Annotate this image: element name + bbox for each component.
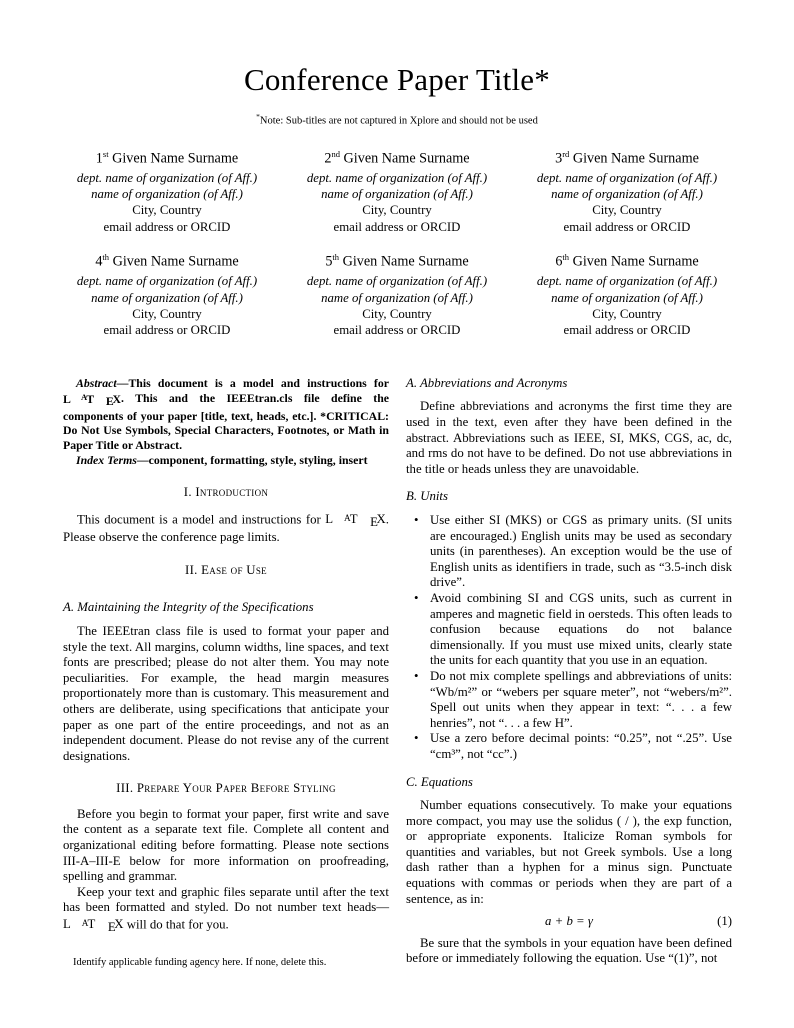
- bullet-icon: •: [414, 513, 419, 527]
- author-city: City, Country: [362, 306, 432, 321]
- author-dept: dept. name of organization (of Aff.): [536, 274, 718, 289]
- list-item: [406, 591, 732, 669]
- author-block-5: [289, 252, 505, 338]
- author-dept: dept. name of organization (of Aff.): [306, 171, 488, 186]
- author-block-6: [519, 252, 735, 338]
- subsection-heading-abbreviations: A. Abbreviations and Acronyms: [406, 375, 568, 390]
- author-city: City, Country: [132, 203, 202, 218]
- bullet-icon: •: [414, 668, 419, 683]
- list-item: [406, 731, 732, 762]
- author-city: City, Country: [132, 306, 202, 321]
- author-email: email address or ORCID: [563, 322, 691, 337]
- subsection-heading-integrity: A. Maintaining the Integrity of the Specifications: [63, 600, 314, 615]
- latex-logo: L AT EX: [325, 511, 386, 529]
- author-dept: dept. name of organization (of Aff.): [76, 274, 258, 289]
- list-item: [406, 669, 732, 731]
- author-block-4: [59, 252, 275, 338]
- author-block-2: [289, 149, 505, 235]
- authors-grid: [59, 149, 735, 338]
- paragraph-equations-1: Number equations consecutively. To make your equations more compact, you may use the solidus ( / ), the exp function, or appropriate exponents. Italicize Roman symbols for quantities and variables, but not Greek symbols. Use a long dash rather than a hyphen for a minus sign. Punctuate equations with commas or periods when they are part of a sentence, as in:: [406, 798, 732, 906]
- author-name: 6th Given Name Surname: [555, 251, 699, 270]
- author-dept: dept. name of organization (of Aff.): [76, 171, 258, 186]
- author-city: City, Country: [592, 203, 662, 218]
- latex-logo: L AT EX: [63, 917, 124, 935]
- units-list: [406, 513, 732, 763]
- index-terms-label: Index Terms: [76, 453, 137, 468]
- author-org: name of organization (of Aff.): [321, 290, 473, 305]
- right-column: [406, 376, 732, 969]
- equation-1: [406, 914, 732, 930]
- author-name: 1st Given Name Surname: [95, 148, 239, 167]
- paper-title: Conference Paper Title*: [244, 62, 550, 97]
- latex-logo: L AT EX: [63, 391, 121, 409]
- paragraph-introduction: This document is a model and instructions for L AT EX. Please observe the conference page limits.: [63, 511, 389, 545]
- list-item-text: Use a zero before decimal points: “0.25”, not “.25”. Use “cm³”, not “cc”.): [430, 731, 732, 761]
- paragraph-integrity: The IEEEtran class file is used to format your paper and style the text. All margins, column widths, line spaces, and text fonts are prescribed; please do not alter them. You may note peculiarities. For example, the head margin measures proportionately more than is customary. This measurement and others are deliberate, using specifications that anticipate your paper as one part of the entire proceedings, and not as an independent document. Please do not revise any of the current designations.: [63, 623, 389, 763]
- author-name: 5th Given Name Surname: [325, 251, 469, 270]
- paragraph-abbreviations: Define abbreviations and acronyms the first time they are used in the text, even after they have been defined in the abstract. Abbreviations such as IEEE, SI, MKS, CGS, ac, dc, and rms do not have to be defined. Do not use abbreviations in the title or heads unless they are unavoidable.: [406, 399, 732, 476]
- subsection-heading-equations: C. Equations: [406, 774, 473, 789]
- list-item-text: Do not mix complete spellings and abbreviations of units: “Wb/m²” or “webers per square meter”, not “webers/m²”. Spell out units when they appear in text: “. . . a few henries”, not “. . . a few H”.: [430, 668, 732, 730]
- author-dept: dept. name of organization (of Aff.): [306, 274, 488, 289]
- abstract: Abstract—This document is a model and instructions for L AT EX. This and the IEEEtran.cls file define the components of your paper [title, text, heads, etc.]. *CRITICAL: Do Not Use Symbols, Special Characters, Footnotes, or Math in Paper Title or Abstract.: [63, 375, 389, 452]
- author-email: email address or ORCID: [333, 219, 461, 234]
- paper-header: [0, 0, 794, 338]
- abstract-label: Abstract: [76, 375, 117, 390]
- author-org: name of organization (of Aff.): [551, 290, 703, 305]
- author-city: City, Country: [362, 203, 432, 218]
- author-org: name of organization (of Aff.): [551, 187, 703, 202]
- list-item-text: Use either SI (MKS) or CGS as primary units. (SI units are encouraged.) English units may be used as secondary units (in parentheses). An exception would be the use of English units as identifiers in trade, such as “3.5-inch disk drive”.: [430, 513, 732, 590]
- bullet-icon: •: [414, 731, 419, 746]
- author-email: email address or ORCID: [563, 219, 691, 234]
- list-item: [406, 513, 732, 591]
- author-name: 2nd Given Name Surname: [324, 148, 470, 167]
- author-email: email address or ORCID: [333, 322, 461, 337]
- subsection-heading-units: B. Units: [406, 489, 448, 504]
- section-heading-ease-of-use: II. Ease of Use: [185, 562, 267, 577]
- paper-body: [63, 376, 731, 969]
- title-note-text: Note: Sub-titles are not captured in Xplore and should not be used: [259, 115, 538, 127]
- author-block-1: [59, 149, 275, 235]
- funding-footnote: Identify applicable funding agency here. If none, delete this.: [73, 956, 327, 968]
- author-org: name of organization (of Aff.): [91, 290, 243, 305]
- title-note: [0, 112, 794, 127]
- paragraph-prepare-1: Before you begin to format your paper, first write and save the content as a separate text file. Complete all content and organizational editing before formatting. Please note sections III-A–III-E below for more information on proofreading, spelling and grammar.: [63, 806, 389, 884]
- title-note-marker: *: [256, 112, 260, 121]
- author-dept: dept. name of organization (of Aff.): [536, 171, 718, 186]
- author-name: 3rd Given Name Surname: [555, 148, 699, 167]
- paragraph-equations-2: Be sure that the symbols in your equation have been defined before or immediately following the equation. Use “(1)”, not: [406, 935, 732, 966]
- author-org: name of organization (of Aff.): [321, 187, 473, 202]
- equation-number: (1): [717, 914, 732, 929]
- author-email: email address or ORCID: [103, 219, 231, 234]
- author-city: City, Country: [592, 306, 662, 321]
- section-heading-prepare: III. Prepare Your Paper Before Styling: [116, 781, 336, 796]
- equation-body: a + b = γ: [545, 914, 593, 929]
- author-email: email address or ORCID: [103, 322, 231, 337]
- section-heading-introduction: I. Introduction: [183, 484, 269, 499]
- paragraph-prepare-2: Keep your text and graphic files separate until after the text has been formatted and styled. Do not number text heads—L AT EX will do that for you.: [63, 884, 389, 935]
- index-terms: Index Terms—component, formatting, style, styling, insert: [76, 453, 368, 468]
- author-org: name of organization (of Aff.): [91, 187, 243, 202]
- author-block-3: [519, 149, 735, 235]
- list-item-text: Avoid combining SI and CGS units, such as current in amperes and magnetic field in oersteds. This often leads to confusion because equations do not balance dimensionally. If you must use mixed units, clearly state the units for each quantity that you use in an equation.: [430, 590, 732, 668]
- bullet-icon: •: [414, 590, 419, 605]
- left-column: [63, 376, 389, 969]
- author-name: 4th Given Name Surname: [95, 251, 239, 270]
